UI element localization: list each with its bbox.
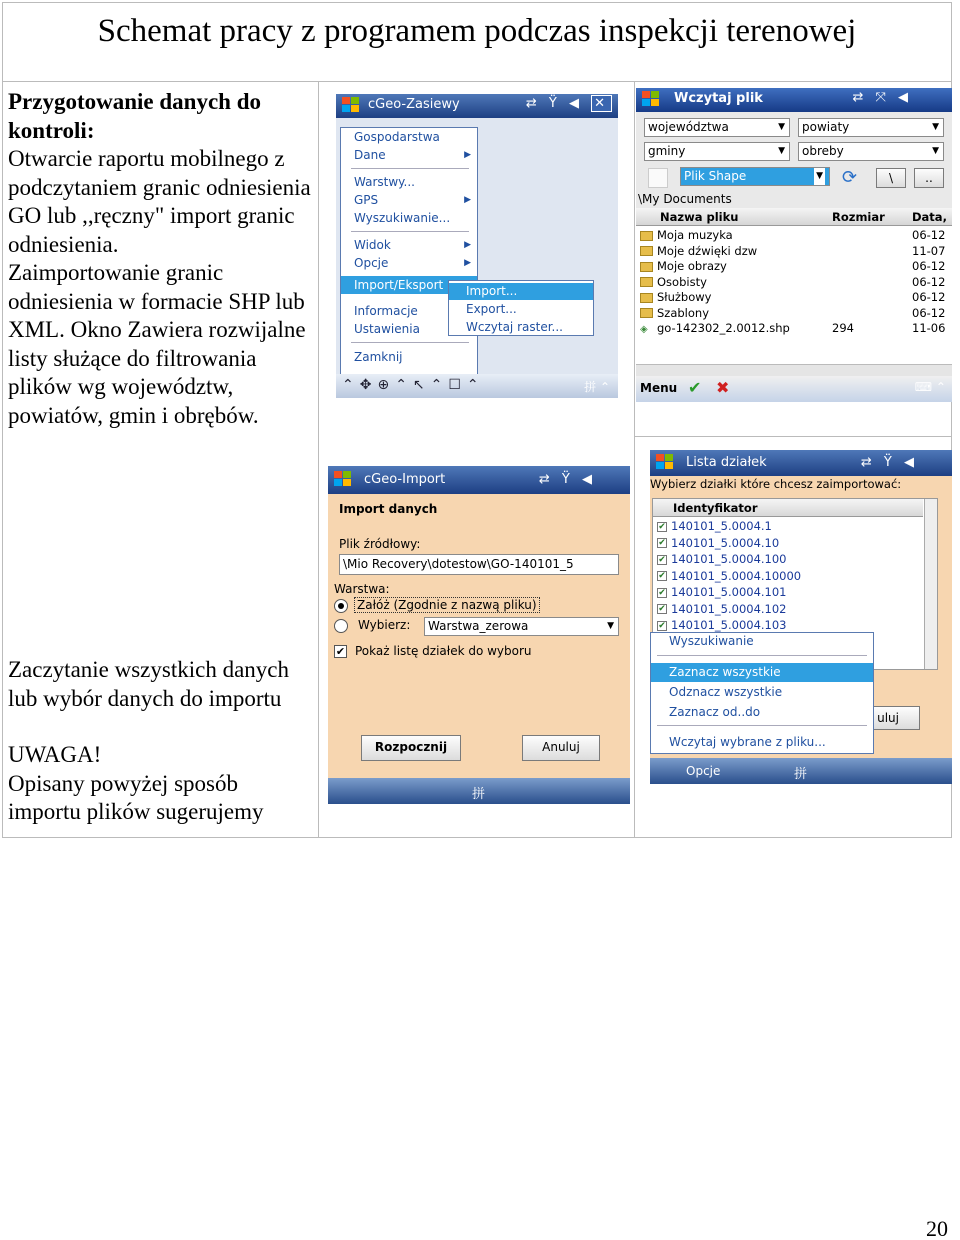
shapefile-icon: ◈	[640, 324, 648, 335]
menu-item[interactable]: Ustawienia	[354, 322, 420, 336]
checkbox[interactable]: ✔	[658, 620, 666, 631]
submenu-item[interactable]: Import...	[466, 284, 518, 298]
main-menu	[340, 127, 478, 377]
page-number: 20	[926, 1216, 948, 1240]
windows-logo-icon	[342, 97, 360, 113]
status-icons: ⇄ Ÿ ◀	[860, 455, 918, 470]
dropdown-value: Plik Shape	[684, 169, 747, 183]
windows-logo-icon	[334, 471, 352, 487]
warning-title: UWAGA!	[8, 742, 102, 767]
menu-item-import-export[interactable]: Import/Eksport	[354, 278, 444, 292]
options-softkey[interactable]: Opcje	[686, 764, 721, 778]
menu-item[interactable]: Opcje	[354, 256, 389, 270]
chevron-down-icon: ▼	[778, 122, 785, 132]
parcel-id: 140101_5.0004.1	[671, 519, 772, 533]
paragraph: Zaczytanie wszystkich danych lub wybór danych do importu	[8, 657, 289, 711]
dropdown-filetype[interactable]	[680, 167, 830, 186]
context-menu-item[interactable]: Zaznacz wszystkie	[669, 665, 781, 679]
menu-item[interactable]: Gospodarstwa	[354, 130, 440, 144]
close-icon[interactable]: ✕	[591, 95, 612, 112]
window-title: Wczytaj plik	[674, 91, 763, 106]
menu-softkey[interactable]: Menu	[640, 381, 678, 395]
file-row[interactable]	[636, 306, 952, 322]
warning-block	[8, 741, 314, 827]
file-name: Szablony	[657, 305, 710, 320]
root-folder-button[interactable]: \	[876, 168, 906, 188]
file-name: Moja muzyka	[657, 228, 733, 242]
file-date: 11-06	[912, 321, 946, 335]
file-date: 11-07	[912, 243, 946, 258]
chevron-right-icon: ▶	[464, 195, 471, 205]
section-heading: Import danych	[339, 502, 438, 516]
dropdown-value: Warstwa_zerowa	[428, 619, 529, 633]
radio-select-label[interactable]: Wybierz:	[358, 618, 411, 632]
parcel-id: 140101_5.0004.103	[671, 618, 787, 632]
dropdown-gminy[interactable]	[644, 142, 790, 161]
left-text-block	[8, 88, 314, 430]
parcel-id: 140101_5.0004.10	[671, 535, 780, 550]
current-path: \My Documents	[636, 192, 952, 208]
parcel-row[interactable]	[653, 552, 937, 568]
divider	[634, 436, 952, 437]
separator	[351, 342, 469, 343]
file-row[interactable]	[636, 275, 952, 291]
menu-item[interactable]: GPS	[354, 193, 379, 207]
screenshot-wczytaj-plik	[636, 88, 952, 402]
keyboard-icon[interactable]: 拼	[794, 767, 808, 782]
submenu-item[interactable]: Export...	[466, 302, 517, 316]
status-icons: ⇄ Ÿ ◀ ✕	[526, 96, 612, 111]
title-bar	[636, 88, 952, 112]
file-row[interactable]	[636, 290, 952, 306]
checkbox[interactable]: ✔	[658, 521, 666, 532]
refresh-icon[interactable]: ⟳	[842, 167, 858, 188]
checkbox[interactable]: ✔	[658, 587, 666, 598]
column-header[interactable]: Identyfikator	[653, 499, 923, 517]
file-name: Służbowy	[657, 290, 712, 304]
file-date: 06-12	[912, 259, 946, 273]
screenshot-cgeo-import	[328, 466, 630, 804]
dropdown-value: obreby	[802, 144, 844, 158]
file-name: Moje obrazy	[657, 259, 727, 273]
screenshot-lista-dzialek	[650, 450, 952, 784]
dropdown-value: powiaty	[802, 120, 850, 134]
cancel-button-partial[interactable]: uluj	[846, 706, 920, 730]
checkbox[interactable]: ✔	[658, 571, 666, 581]
cancel-button[interactable]: Anuluj	[522, 735, 600, 761]
dropdown-powiaty[interactable]	[798, 118, 944, 137]
checkbox[interactable]: ✔	[658, 538, 666, 548]
file-row[interactable]	[636, 244, 952, 260]
title-bar	[328, 466, 630, 494]
file-name: Moje dźwięki dzw	[657, 243, 758, 258]
separator	[657, 725, 867, 726]
folder-icon	[640, 246, 653, 256]
screenshot-cgeo-zasiewy	[336, 94, 618, 398]
layer-label: Warstwa:	[334, 582, 390, 596]
divider	[318, 81, 319, 838]
radio-create-label[interactable]: Załóż (Zgodnie z nazwą pliku)	[354, 597, 540, 613]
file-row[interactable]	[636, 321, 952, 337]
divider	[634, 81, 635, 838]
title-bar	[650, 450, 952, 476]
document-icon	[648, 168, 668, 188]
chevron-down-icon: ▼	[932, 122, 939, 132]
start-button[interactable]: Rozpocznij	[361, 735, 461, 761]
chevron-right-icon: ▶	[464, 240, 471, 250]
folder-icon	[640, 277, 653, 287]
context-menu-item[interactable]: Odznacz wszystkie	[669, 685, 783, 699]
separator	[351, 231, 469, 232]
keyboard-icon[interactable]: 拼	[472, 787, 486, 802]
parcel-id: 140101_5.0004.10000	[671, 568, 802, 583]
parcel-id: 140101_5.0004.102	[671, 601, 787, 616]
status-icons: ⇄ ⤧ ◀	[852, 90, 912, 105]
soft-key-bar	[636, 376, 952, 402]
menu-item[interactable]: Zamknij	[354, 350, 403, 364]
dropdown-obreby[interactable]	[798, 142, 944, 161]
file-date: 06-12	[912, 305, 946, 320]
radio-select[interactable]	[334, 619, 348, 633]
file-list-header	[636, 208, 952, 226]
folder-icon	[640, 293, 653, 303]
up-folder-button[interactable]: ..	[914, 168, 944, 188]
checkbox[interactable]: ✔	[658, 554, 666, 565]
status-icons: ⇄ Ÿ ◀	[538, 472, 596, 487]
chevron-down-icon: ▼	[932, 146, 939, 156]
dropdown-value: województwa	[648, 120, 729, 134]
section-heading: Przygotowanie danych do kontroli:	[8, 89, 261, 143]
context-menu	[650, 632, 874, 754]
paragraph: Zaimportowanie granic odniesienia w formacie SHP lub XML. Okno Zawiera rozwijalne listy służące do filtrowania plików wg województw, powiatów, gmin i obrębów.	[8, 260, 306, 428]
chevron-down-icon: ▼	[607, 621, 614, 631]
menu-item[interactable]: Warstwy...	[354, 175, 415, 189]
dropdown-value: gminy	[648, 144, 686, 158]
folder-icon	[640, 262, 653, 272]
file-size: 294	[832, 321, 854, 335]
source-file-input[interactable]: \Mio Recovery\dotestow\GO-140101_5	[339, 554, 619, 575]
title-cell	[2, 2, 952, 82]
parcel-id: 140101_5.0004.101	[671, 585, 787, 599]
chevron-down-icon: ▼	[814, 168, 825, 185]
window-title: Lista działek	[686, 455, 767, 470]
check-icon[interactable]: ✔	[688, 378, 702, 397]
context-menu-item[interactable]: Wczytaj wybrane z pliku...	[669, 735, 826, 749]
file-row[interactable]	[636, 259, 952, 275]
parcel-row[interactable]	[653, 569, 937, 585]
parcel-row[interactable]	[653, 602, 937, 618]
folder-icon	[640, 231, 653, 241]
context-menu-item[interactable]: Zaznacz od..do	[669, 705, 761, 719]
menu-item[interactable]: Dane	[354, 148, 386, 162]
file-name: go-142302_2.0012.shp	[657, 321, 790, 335]
file-date: 06-12	[912, 274, 946, 289]
windows-logo-icon	[656, 454, 674, 470]
show-list-checkbox[interactable]: ✔	[335, 645, 346, 658]
parcel-id: 140101_5.0004.100	[671, 552, 787, 566]
separator	[351, 168, 469, 169]
keyboard-icon[interactable]: ⌨ ⌃	[914, 380, 946, 394]
submenu	[448, 280, 594, 336]
horizontal-scrollbar[interactable]	[636, 364, 952, 376]
column-header[interactable]: Data,	[912, 210, 947, 224]
menu-item[interactable]: Widok	[354, 238, 391, 252]
soft-key-bar	[650, 758, 952, 784]
toolbar	[336, 374, 618, 398]
parcel-row[interactable]	[653, 519, 937, 535]
file-date: 06-12	[912, 290, 946, 304]
layer-dropdown[interactable]	[424, 617, 619, 636]
paragraph: Otwarcie raportu mobilnego z podczytaniem granic odniesienia GO lub ,,ręczny" import granic odniesienia.	[8, 146, 311, 257]
toolbar-icons[interactable]: ⌃✥⊕⌃↖⌃☐⌃	[342, 377, 485, 393]
checkbox[interactable]: ✔	[658, 604, 666, 614]
file-row[interactable]	[636, 228, 952, 244]
folder-icon	[640, 308, 653, 318]
file-date: 06-12	[912, 228, 946, 242]
menu-item[interactable]: Wyszukiwanie...	[354, 211, 451, 225]
submenu-item[interactable]: Wczytaj raster...	[466, 320, 563, 334]
column-header[interactable]: Nazwa pliku	[660, 210, 739, 224]
show-list-label[interactable]: Pokaż listę działek do wyboru	[355, 644, 532, 658]
file-list	[636, 228, 952, 340]
page-title: Schemat pracy z programem podczas inspekcji terenowej	[97, 13, 857, 49]
radio-create[interactable]	[334, 599, 348, 613]
parcel-row[interactable]	[653, 585, 937, 601]
soft-key-bar	[328, 778, 630, 804]
windows-logo-icon	[642, 91, 660, 107]
parcel-row[interactable]	[653, 536, 937, 552]
source-label: Plik źródłowy:	[339, 537, 421, 551]
prompt-text: Wybierz działki które chcesz zaimportować:	[650, 477, 902, 491]
window-title: cGeo-Import	[364, 472, 446, 487]
file-name: Osobisty	[657, 274, 707, 289]
menu-item[interactable]: Informacje	[354, 304, 418, 318]
chevron-right-icon: ▶	[464, 258, 471, 268]
context-menu-item[interactable]: Wyszukiwanie	[669, 634, 754, 648]
title-bar	[336, 94, 618, 118]
dropdown-wojewodztwa[interactable]	[644, 118, 790, 137]
chevron-right-icon: ▶	[464, 150, 471, 160]
close-icon[interactable]: ✖	[716, 378, 730, 397]
keyboard-icon[interactable]: 拼 ⌃	[584, 380, 610, 394]
separator	[657, 655, 867, 656]
column-header[interactable]: Rozmiar	[832, 210, 885, 224]
window-title: cGeo-Zasiewy	[368, 97, 460, 112]
warning-text: Opisany powyżej sposób importu plików sugerujemy	[8, 770, 264, 824]
chevron-down-icon: ▼	[778, 146, 785, 156]
